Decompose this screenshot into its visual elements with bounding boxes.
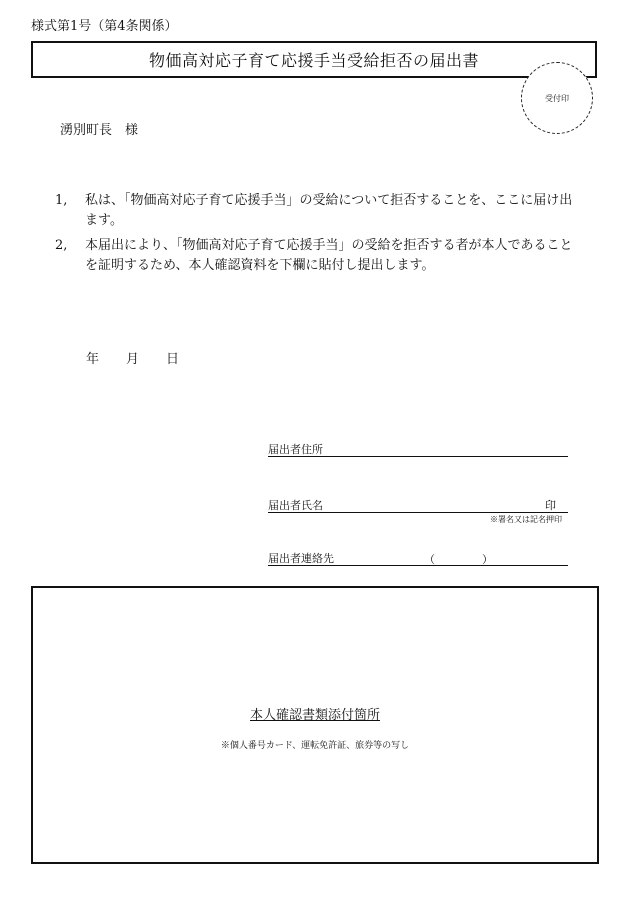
date-day: 日 <box>166 352 180 367</box>
form-number: 様式第1号（第4条関係） <box>31 19 178 34</box>
name-label: 届出者氏名 <box>268 499 323 512</box>
document-title: 物価高対応子育て応援手当受給拒否の届出書 <box>31 41 597 78</box>
item-text: 本届出により、「物価高対応子育て応援手当」の受給を拒否する者が本人であることを証明するため、本人確認資料を下欄に貼付し提出します。 <box>85 238 573 273</box>
item-text: 私は、「物価高対応子育て応援手当」の受給について拒否することを、ここに届け出ます。 <box>85 193 573 228</box>
attachment-title-text: 本人確認書類添付箇所 <box>249 708 380 723</box>
signature-note: ※署名又は記名押印 <box>490 515 562 524</box>
item-number: 1, <box>55 193 68 208</box>
contact-label: 届出者連絡先 <box>268 552 334 565</box>
statement-item-2 <box>55 236 575 276</box>
reception-stamp-area <box>521 62 593 134</box>
date-year: 年 <box>86 352 100 367</box>
attachment-note: ※個人番号カード、運転免許証、旅券等の写し <box>220 741 410 751</box>
attachment-box <box>31 586 599 864</box>
date-month: 月 <box>126 352 140 367</box>
address-label: 届出者住所 <box>268 443 323 456</box>
contact-paren-open: （ <box>424 553 435 566</box>
statement-item-1 <box>55 191 575 231</box>
addressee: 湧別町長 様 <box>60 123 139 138</box>
name-field[interactable] <box>268 497 568 513</box>
contact-field[interactable] <box>268 550 568 566</box>
seal-mark: 印 <box>545 499 556 512</box>
address-field[interactable] <box>268 441 568 457</box>
reception-stamp-label: 受付印 <box>545 93 569 103</box>
contact-paren-close: ） <box>482 553 493 566</box>
item-number: 2, <box>55 238 68 253</box>
attachment-title <box>0 704 630 723</box>
